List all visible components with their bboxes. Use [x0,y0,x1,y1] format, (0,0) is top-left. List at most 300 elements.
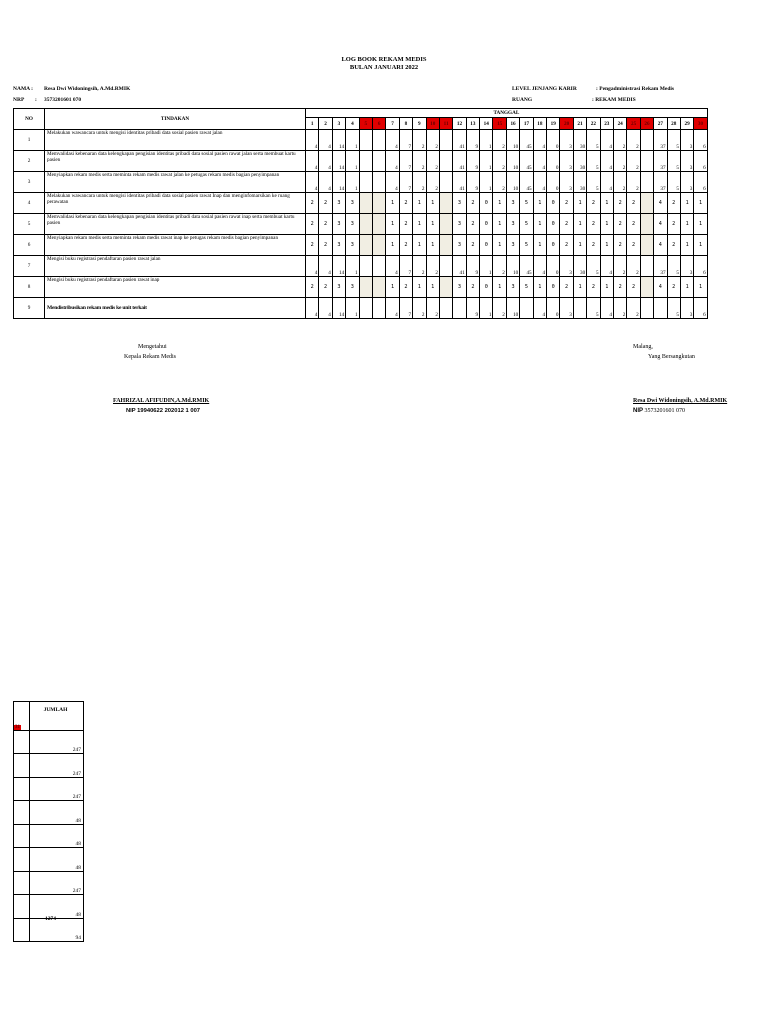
day-value: 4 [654,235,667,256]
day-value: 41 [453,151,466,172]
day-value: 3 [506,235,519,256]
day-value: 45 [520,172,533,193]
day-value: 2 [413,298,426,319]
day-value: 2 [587,277,600,298]
day-value: 1 [480,172,493,193]
day-value [372,130,385,151]
day-value: 2 [627,151,640,172]
summary-value: 48 [30,895,84,919]
day-value: 4 [600,256,613,277]
day-value: 5 [667,298,680,319]
day-header: 13 [466,118,479,130]
day-value: 2 [627,214,640,235]
day-value [439,256,452,277]
row-action: Menyiapkan rekam medis serta meminta rekam medis rawat jalan ke petugas rekam medis bagian penyimpanan [45,172,306,193]
right-sign-name: Resa Dwi Widoningsih, A.Md.RMIK [633,398,728,404]
day-value: 2 [560,193,573,214]
summary-spacer [14,918,30,942]
day-value: 1 [386,235,399,256]
day-value: 1 [413,277,426,298]
day-header: 8 [399,118,412,130]
day-value: 2 [627,193,640,214]
summary-value: 247 [30,730,84,754]
day-value [640,277,653,298]
day-value: 6 [694,172,707,193]
day-value: 1 [533,193,546,214]
nama-value: Resa Dwi Widoningsih, A.Md.RMIK [44,86,131,92]
day-value: 2 [319,193,332,214]
day-value: 7 [399,130,412,151]
day-value: 1 [694,193,707,214]
day-value: 5 [587,151,600,172]
day-value: 1 [694,277,707,298]
row-number: 2 [14,151,45,172]
day-header: 4 [346,118,359,130]
day-value: 0 [547,193,560,214]
day-value [640,256,653,277]
day-value: 2 [466,214,479,235]
day-value: 2 [306,193,319,214]
left-sign-line2: Kepala Rekam Medis [124,354,176,360]
day-value: 14 [332,172,345,193]
day-value: 5 [587,172,600,193]
day-value [640,151,653,172]
day-header: 1 [306,118,319,130]
day-value: 2 [627,256,640,277]
day-header: 24 [613,118,626,130]
table-row [14,172,708,193]
day-value: 1 [426,277,439,298]
day-value: 2 [319,235,332,256]
tanggal-header: TANGGAL [306,109,708,118]
table-row [14,214,708,235]
day-value: 37 [654,256,667,277]
day-value [439,214,452,235]
day-value: 5 [667,256,680,277]
summary-value: 48 [30,801,84,825]
day-value: 3 [453,235,466,256]
day-value: 4 [306,172,319,193]
day-value: 0 [547,151,560,172]
day-value: 4 [386,151,399,172]
day-value: 2 [319,214,332,235]
summary-row [14,895,84,919]
day-value: 2 [613,193,626,214]
summary-value: 48 [30,848,84,872]
day-value [640,172,653,193]
right-sign-nip [633,408,685,414]
day-value: 3 [560,172,573,193]
day-value: 5 [667,151,680,172]
day-value: 0 [547,256,560,277]
day-value: 2 [413,130,426,151]
row-action: Mengisi buku registrasi pendaftaran pasien rawat jalan [45,256,306,277]
day-value [640,235,653,256]
row-action: Melakukan wawancara untuk mengisi identitas pribadi data sosial pasien rawat Inap dan menginfomarsikan ke ruang perawatan [45,193,306,214]
table-row [14,235,708,256]
summary-value: 247 [30,777,84,801]
day-value [372,172,385,193]
nrp-value: 3573201601 070 [44,97,82,103]
day-value: 2 [319,277,332,298]
summary-row [14,824,84,848]
day-value [372,277,385,298]
day-value: 1 [413,214,426,235]
day-value: 3 [332,277,345,298]
day-value: 2 [399,235,412,256]
summary-spacer [14,754,30,778]
day-value: 10 [506,172,519,193]
right-sign-nip-value: 3573201601 070 [644,408,686,414]
day-value: 7 [399,172,412,193]
day-value [640,193,653,214]
ruang-value: : REKAM MEDIS [592,97,636,103]
day-header: 26 [640,118,653,130]
day-value [453,298,466,319]
summary-spacer [14,871,30,895]
page-subtitle: BULAN JANUARI 2022 [349,64,419,71]
day-value: 1 [573,214,586,235]
day-value: 0 [547,214,560,235]
summary-spacer [14,730,30,754]
day-value: 2 [560,235,573,256]
day-value: 1 [346,130,359,151]
day-value [359,172,372,193]
day-value: 2 [613,256,626,277]
day-value: 9 [466,172,479,193]
row-action: Melakukan wawancara untuk mengisi identitas pribadi data sosial pasien rawat jalan [45,130,306,151]
day-value [372,235,385,256]
day-value: 7 [399,298,412,319]
right-sign-line2: Yang Bersangkutan [648,354,695,360]
day-value [439,172,452,193]
day-value: 1 [346,298,359,319]
day-value: 3 [506,193,519,214]
summary-row [14,730,84,754]
day-value [359,193,372,214]
day-value: 10 [506,151,519,172]
day-value [654,298,667,319]
day-value: 41 [453,130,466,151]
day-value: 0 [480,193,493,214]
day-value: 0 [547,130,560,151]
day-value: 2 [627,130,640,151]
day-value: 14 [332,151,345,172]
day-value [359,298,372,319]
day-value: 9 [466,298,479,319]
day-header: 16 [506,118,519,130]
day-value: 1 [680,235,693,256]
tindakan-header: TINDAKAN [45,109,306,130]
day-value: 1 [600,193,613,214]
day-value: 3 [346,277,359,298]
day-value: 1 [386,214,399,235]
day-value: 30 [573,256,586,277]
day-value: 2 [493,172,506,193]
summary-row [14,777,84,801]
summary-day-cell [14,702,30,731]
day-value: 2 [587,193,600,214]
table-row [14,151,708,172]
day-value: 10 [506,256,519,277]
page-title: LOG BOOK REKAM MEDIS [341,56,427,63]
day-header: 2 [319,118,332,130]
day-value: 3 [560,151,573,172]
day-value: 2 [667,214,680,235]
day-value: 1 [480,256,493,277]
day-header: 28 [667,118,680,130]
day-value: 1 [426,214,439,235]
row-number: 9 [14,298,45,319]
day-value: 2 [426,172,439,193]
day-header: 6 [372,118,385,130]
day-value: 2 [560,277,573,298]
day-header: 23 [600,118,613,130]
day-value: 5 [520,193,533,214]
day-value: 1 [600,235,613,256]
row-number: 5 [14,214,45,235]
day-value: 1 [573,277,586,298]
day-value [439,151,452,172]
day-value: 2 [613,151,626,172]
summary-spacer [14,801,30,825]
day-value: 2 [613,277,626,298]
day-value: 3 [680,151,693,172]
summary-spacer [14,895,30,919]
day-value: 1 [573,193,586,214]
day-value: 45 [520,256,533,277]
day-value: 3 [506,214,519,235]
no-header: NO [14,109,45,130]
day-value [372,214,385,235]
day-value: 1 [426,193,439,214]
table-row [14,277,708,298]
day-value [640,298,653,319]
day-value [359,130,372,151]
day-value: 30 [573,151,586,172]
day-value: 45 [520,130,533,151]
day-value: 4 [600,172,613,193]
day-value: 6 [694,298,707,319]
day-value: 2 [466,277,479,298]
day-value: 3 [680,256,693,277]
day-value [372,193,385,214]
day-header: 25 [627,118,640,130]
day-value: 41 [453,256,466,277]
day-value: 2 [627,235,640,256]
day-header: 15 [493,118,506,130]
day-value: 2 [613,172,626,193]
summary-value: 48 [30,824,84,848]
row-action: Memvalidasi kebenaran data kelengkapan pengisian identitas pribadi data sosial pasien rawat jalan serta membuat kartu pasien [45,151,306,172]
day-value: 41 [453,172,466,193]
day-value: 3 [453,193,466,214]
day-header: 22 [587,118,600,130]
day-value: 0 [480,214,493,235]
row-number: 7 [14,256,45,277]
day-value: 37 [654,130,667,151]
day-header: 18 [533,118,546,130]
day-value: 9 [466,151,479,172]
day-value: 3 [680,172,693,193]
day-value: 4 [533,130,546,151]
day-value: 2 [306,277,319,298]
nama-label: NAMA : [13,86,34,92]
day-value: 14 [332,130,345,151]
day-value: 3 [680,130,693,151]
day-value: 2 [667,235,680,256]
day-value: 4 [600,298,613,319]
day-value: 2 [493,130,506,151]
day-value: 4 [319,172,332,193]
day-value: 1 [480,130,493,151]
day-value: 4 [533,172,546,193]
day-value: 3 [560,130,573,151]
summary-spacer [14,777,30,801]
day-value: 1 [493,277,506,298]
day-value [359,256,372,277]
day-value: 1 [493,214,506,235]
day-value: 4 [319,298,332,319]
table-row [14,130,708,151]
day-value: 3 [346,193,359,214]
day-value [359,151,372,172]
day-value: 3 [506,277,519,298]
day-value: 5 [667,130,680,151]
day-value: 4 [600,130,613,151]
day-header: 3 [332,118,345,130]
day-value [359,235,372,256]
day-value: 2 [426,151,439,172]
day-value [520,298,533,319]
row-action: Mengisi buku registrasi pendaftaran pasien rawat inap [45,277,306,298]
day-value: 6 [694,151,707,172]
log-table [13,108,708,319]
day-value: 3 [453,277,466,298]
day-value [372,298,385,319]
table-row [14,256,708,277]
day-value [573,298,586,319]
left-sign-name: FAHRIZAL AFIFUDIN,A.Md.RMIK [113,398,210,404]
day-header: 11 [439,118,452,130]
day-value: 3 [560,256,573,277]
day-value: 4 [386,298,399,319]
day-value: 2 [613,214,626,235]
day-value: 3 [332,193,345,214]
day-value: 30 [573,130,586,151]
day-value: 5 [520,214,533,235]
day-value: 0 [480,235,493,256]
summary-spacer [14,848,30,872]
day-value: 0 [547,277,560,298]
ruang-label: RUANG [512,97,533,103]
summary-row [14,754,84,778]
day-header: 29 [680,118,693,130]
day-value: 4 [306,130,319,151]
day-value: 14 [332,298,345,319]
summary-red-day: 31 [15,724,20,730]
day-value: 10 [506,130,519,151]
day-value: 2 [399,214,412,235]
day-value: 3 [332,235,345,256]
day-value: 2 [613,298,626,319]
day-value [439,277,452,298]
day-header: 27 [654,118,667,130]
day-header: 7 [386,118,399,130]
day-value: 2 [413,151,426,172]
row-action: Mendistribusikan rekam medis ke unit terkait [45,298,306,319]
day-value: 1 [493,235,506,256]
day-value: 1 [346,172,359,193]
day-value: 3 [560,298,573,319]
day-header: 30 [694,118,707,130]
day-value: 7 [399,256,412,277]
day-value: 4 [319,256,332,277]
summary-row [14,871,84,895]
day-value: 0 [547,298,560,319]
day-value [439,193,452,214]
day-value: 4 [654,193,667,214]
table-row [14,298,708,319]
day-value [439,298,452,319]
day-value: 4 [386,130,399,151]
day-value: 7 [399,151,412,172]
day-value: 3 [346,235,359,256]
day-value: 1 [680,277,693,298]
left-sign-nip: NIP 19940622 202012 1 007 [126,408,201,414]
day-header: 20 [560,118,573,130]
day-value: 1 [413,235,426,256]
day-value: 2 [466,235,479,256]
day-value: 2 [493,151,506,172]
day-value: 2 [613,130,626,151]
day-value: 1 [426,235,439,256]
summary-value: 247 [30,871,84,895]
day-value: 1 [346,151,359,172]
day-value: 5 [520,235,533,256]
day-value: 37 [654,151,667,172]
row-action: Memvalidasi kebenaran data kelengkapan pengisian identitas pribadi data sosial pasien rawat inap serta membuat kartu pasien [45,214,306,235]
summary-spacer [14,824,30,848]
day-value: 4 [533,151,546,172]
day-value: 2 [493,256,506,277]
day-value: 1 [600,214,613,235]
day-value: 1 [573,235,586,256]
day-value: 2 [306,235,319,256]
day-value: 5 [667,172,680,193]
day-header: 21 [573,118,586,130]
day-value: 1 [694,235,707,256]
summary-row [14,848,84,872]
row-number: 4 [14,193,45,214]
day-value [439,130,452,151]
day-header: 10 [426,118,439,130]
day-value: 0 [480,277,493,298]
day-value: 1 [680,193,693,214]
day-value: 1 [533,235,546,256]
day-value [359,277,372,298]
summary-value: 247 [30,754,84,778]
row-number: 8 [14,277,45,298]
day-value: 1 [346,256,359,277]
day-value: 2 [426,298,439,319]
day-value: 2 [306,214,319,235]
day-value: 3 [346,214,359,235]
day-value: 4 [386,172,399,193]
day-header: 19 [547,118,560,130]
day-value: 2 [613,235,626,256]
right-sign-line1: Malang, [633,344,653,350]
